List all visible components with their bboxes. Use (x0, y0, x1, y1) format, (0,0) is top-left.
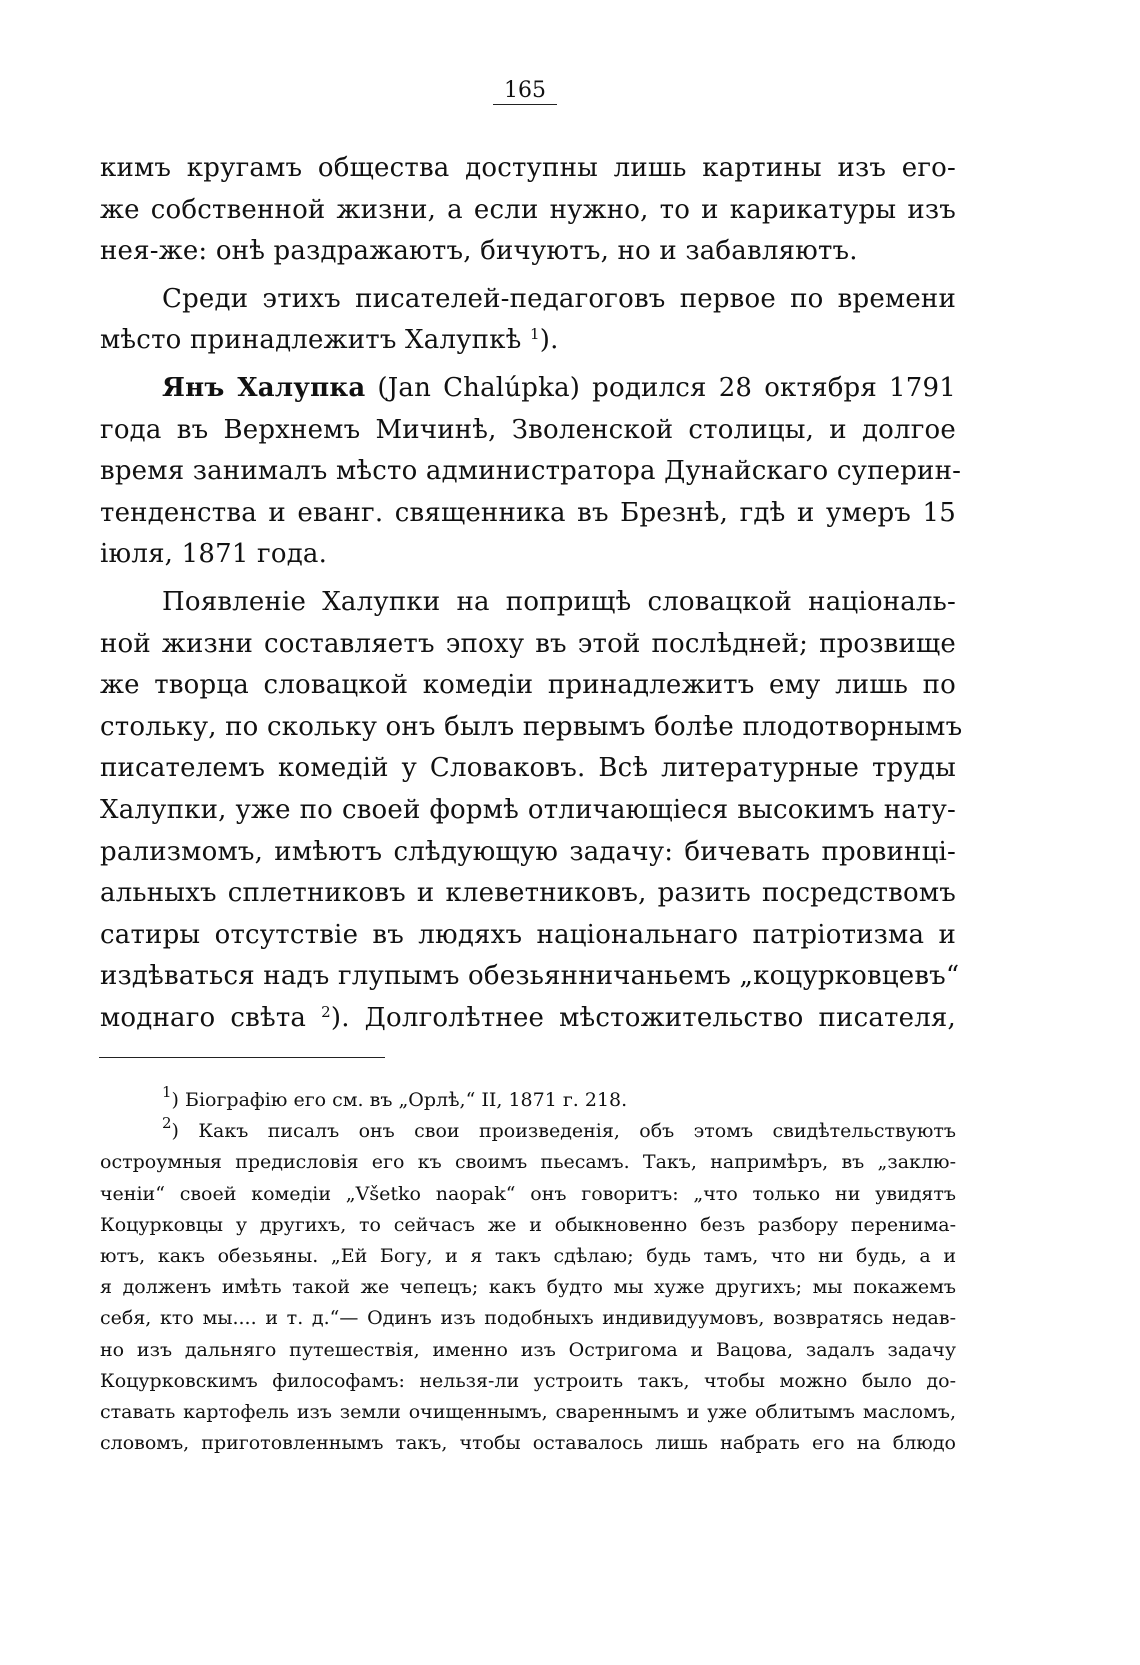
text-segment: ). Долголѣтнее мѣстожительство писателя, (330, 1002, 956, 1033)
footnote-marker: 1 (162, 1083, 172, 1101)
text-segment: моднаго свѣта (100, 1002, 307, 1033)
text-line: Среди этихъ писателей-педагоговъ первое по времени (162, 283, 956, 314)
text-line: сатиры отсутствіе въ людяхъ національнаго патріотизма и (100, 919, 956, 950)
text-segment: ). (539, 325, 559, 356)
text-line (100, 320, 956, 362)
text-line: іюля, 1871 года. (100, 539, 328, 570)
footnote-line: но изъ дальняго путешествія, именно изъ Остригома и Вацова, задалъ задачу (100, 1338, 956, 1361)
text-line: Появленіе Халупки на поприщѣ словацкой національ- (162, 586, 956, 617)
text-segment: мѣсто принадлежитъ Халупкѣ (100, 325, 522, 356)
footnote-line: Коцурковскимъ философамъ: нельзя-ли устроить такъ, чтобы можно было до- (100, 1369, 956, 1392)
text-line (100, 998, 956, 1040)
text-line: ной жизни составляетъ эпоху въ этой послѣдней; прозвище (100, 628, 956, 659)
footnote-line: остроумныя предисловія его къ своимъ пьесамъ. Такъ, напримѣръ, въ „заклю- (100, 1151, 956, 1174)
text-line: рализмомъ, имѣютъ слѣдующую задачу: бичевать провинці- (100, 836, 956, 867)
footnote-line: ставать картофель изъ земли очищеннымъ, свареннымъ и уже облитымъ масломъ, (100, 1400, 956, 1423)
text-line: писателемъ комедій у Словаковъ. Всѣ литературные труды (100, 753, 956, 784)
footnote-text: ) Какъ писалъ онъ свои произведенія, объ этомъ свидѣтельствуютъ (171, 1120, 956, 1143)
footnote-line: я долженъ имѣть такой же чепецъ; какъ будто мы хуже другихъ; мы покажемъ (100, 1276, 956, 1299)
footnote-ref-1[interactable]: 1 (530, 325, 540, 344)
footnote-2 (100, 1116, 956, 1147)
footnote-line: словомъ, приготовленнымъ такъ, чтобы оставалось лишь набрать его на блюдо (100, 1432, 956, 1455)
footnote-line: себя, кто мы.... и т. д.“— Одинъ изъ подобныхъ индивидуумовъ, возвратясь недав- (100, 1307, 956, 1330)
footnote-divider (99, 1057, 385, 1058)
text-line: Халупки, уже по своей формѣ отличающіеся высокимъ нату- (100, 794, 956, 825)
text-segment: (Jan Chalúpka) родился 28 октября 1791 (377, 372, 956, 403)
footnote-1 (100, 1085, 956, 1116)
text-line: альныхъ сплетниковъ и клеветниковъ, разить посредствомъ (100, 878, 956, 909)
page-number-rule (493, 104, 557, 105)
text-line: стольку, по скольку онъ былъ первымъ болѣе плодотворнымъ (100, 711, 963, 742)
author-name: Янъ Халупка (162, 372, 366, 403)
footnote-line: ченіи“ своей комедіи „Všetko naopak“ онъ говоритъ: „что только ни увидятъ (100, 1182, 956, 1205)
footnote-marker: 2 (162, 1114, 172, 1133)
footnote-ref-2[interactable]: 2 (321, 1002, 331, 1021)
footnote-line: Коцурковцы у другихъ, то сейчасъ же и обыкновенно безъ разбору перенима- (100, 1213, 956, 1236)
text-line: же творца словацкой комедіи принадлежитъ ему лишь по (100, 670, 956, 701)
text-line: кимъ кругамъ общества доступны лишь картины изъ его- (100, 153, 956, 183)
text-line: тенденства и еванг. священника въ Брезнѣ, гдѣ и умеръ 15 (100, 497, 956, 528)
footnote-line: ютъ, какъ обезьяны. „Ей Богу, и я такъ сдѣлаю; будь тамъ, что ни будь, а и (100, 1244, 956, 1267)
footnote-text: ) Біографію его см. въ „Орлѣ,“ II, 1871 г. 218. (171, 1089, 628, 1111)
text-line: время занималъ мѣсто администратора Дунайскаго суперин- (100, 456, 962, 487)
text-line: года въ Верхнемъ Мичинѣ, Зволенской столицы, и долгое (100, 414, 956, 445)
text-line (100, 368, 956, 410)
text-line: же собственной жизни, а если нужно, то и карикатуры изъ (100, 194, 956, 225)
page-number: 165 (504, 78, 546, 103)
main-text (100, 148, 963, 1039)
footnotes (100, 1085, 956, 1459)
text-line: издѣваться надъ глупымъ обезьянничаньемъ „коцурковцевъ“ (100, 961, 960, 992)
text-line: нея-же: онѣ раздражаютъ, бичуютъ, но и забавляютъ. (100, 236, 858, 267)
